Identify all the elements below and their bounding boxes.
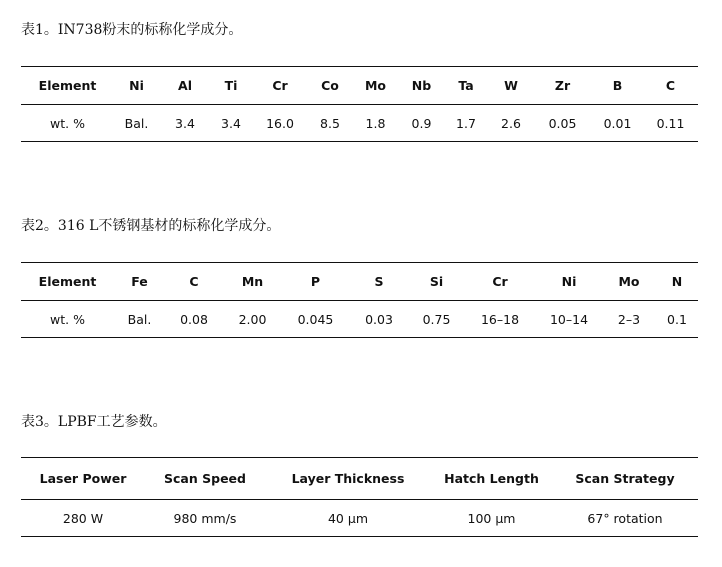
- composition-table-316l: [21, 262, 698, 338]
- table-cell: 16.0: [266, 115, 294, 131]
- table-cell: 8.5: [320, 115, 340, 131]
- header-cell: Si: [429, 274, 444, 289]
- header-cell: P: [310, 274, 321, 289]
- table-cell: 67° rotation: [587, 510, 663, 526]
- header-row: [21, 67, 698, 105]
- header-cell: Element: [38, 274, 97, 289]
- table-cell: 0.08: [180, 311, 208, 327]
- table-cell: 1.7: [456, 115, 476, 131]
- header-cell: Laser Power: [39, 471, 127, 486]
- composition-table-in738: [21, 66, 698, 142]
- header-cell: Mn: [241, 274, 264, 289]
- table-cell: 10–14: [549, 311, 589, 327]
- header-row: [21, 263, 698, 301]
- header-cell: Co: [321, 78, 339, 93]
- header-cell: Mo: [364, 78, 387, 93]
- header-cell: C: [189, 274, 199, 289]
- header-cell: Zr: [554, 78, 571, 93]
- header-cell: Ti: [224, 78, 238, 93]
- header-cell: Ni: [129, 78, 144, 93]
- table-cell: 3.4: [175, 115, 195, 131]
- header-cell: N: [671, 274, 683, 289]
- table-row: [21, 301, 698, 338]
- header-cell: Hatch Length: [444, 471, 539, 486]
- table-cell: 2.6: [501, 115, 521, 131]
- header-cell: Ta: [458, 78, 474, 93]
- table-cell: 0.045: [297, 311, 334, 327]
- table-cell: 16–18: [480, 311, 520, 327]
- table-cell: 0.01: [603, 115, 632, 131]
- header-cell: Cr: [272, 78, 288, 93]
- table-row: [21, 500, 698, 537]
- table-cell: 0.11: [656, 115, 685, 131]
- lpbf-parameters-table: [21, 457, 698, 537]
- table-cell: Bal.: [127, 311, 152, 327]
- header-row: [21, 458, 698, 500]
- header-cell: Ni: [561, 274, 577, 289]
- table3-caption: 表3。LPBF工艺参数。: [21, 414, 167, 430]
- table-cell: 100 μm: [467, 510, 516, 526]
- header-cell: Al: [178, 78, 192, 93]
- table-cell: 2–3: [617, 311, 641, 327]
- header-cell: Scan Speed: [164, 471, 246, 486]
- table1-caption: 表1。IN738粉末的标称化学成分。: [21, 22, 243, 38]
- table-cell: Bal.: [124, 115, 149, 131]
- header-cell: S: [374, 274, 384, 289]
- table-row: [21, 105, 698, 142]
- header-cell: Element: [38, 78, 97, 93]
- table-cell: 0.75: [422, 311, 451, 327]
- table-cell: 980 mm/s: [173, 510, 237, 526]
- header-cell: B: [612, 78, 623, 93]
- table-cell: 0.1: [667, 311, 687, 327]
- table-cell: 0.03: [365, 311, 393, 327]
- header-cell: Fe: [131, 274, 148, 289]
- header-cell: Layer Thickness: [291, 471, 405, 486]
- table-cell: 0.05: [548, 115, 577, 131]
- header-cell: C: [665, 78, 676, 93]
- table-cell: 0.9: [411, 115, 432, 131]
- table-cell: 2.00: [238, 311, 267, 327]
- table2-caption: 表2。316 L不锈钢基材的标称化学成分。: [21, 218, 281, 234]
- header-cell: Scan Strategy: [575, 471, 675, 486]
- table-cell: 3.4: [221, 115, 241, 131]
- header-cell: Mo: [618, 274, 640, 289]
- header-cell: Cr: [492, 274, 508, 289]
- table-cell: wt. %: [50, 311, 85, 327]
- header-cell: Nb: [411, 78, 432, 93]
- table-cell: 40 μm: [327, 510, 368, 526]
- table-cell: wt. %: [50, 115, 85, 131]
- header-cell: W: [504, 78, 518, 93]
- table-cell: 280 W: [62, 510, 104, 526]
- table-cell: 1.8: [365, 115, 386, 131]
